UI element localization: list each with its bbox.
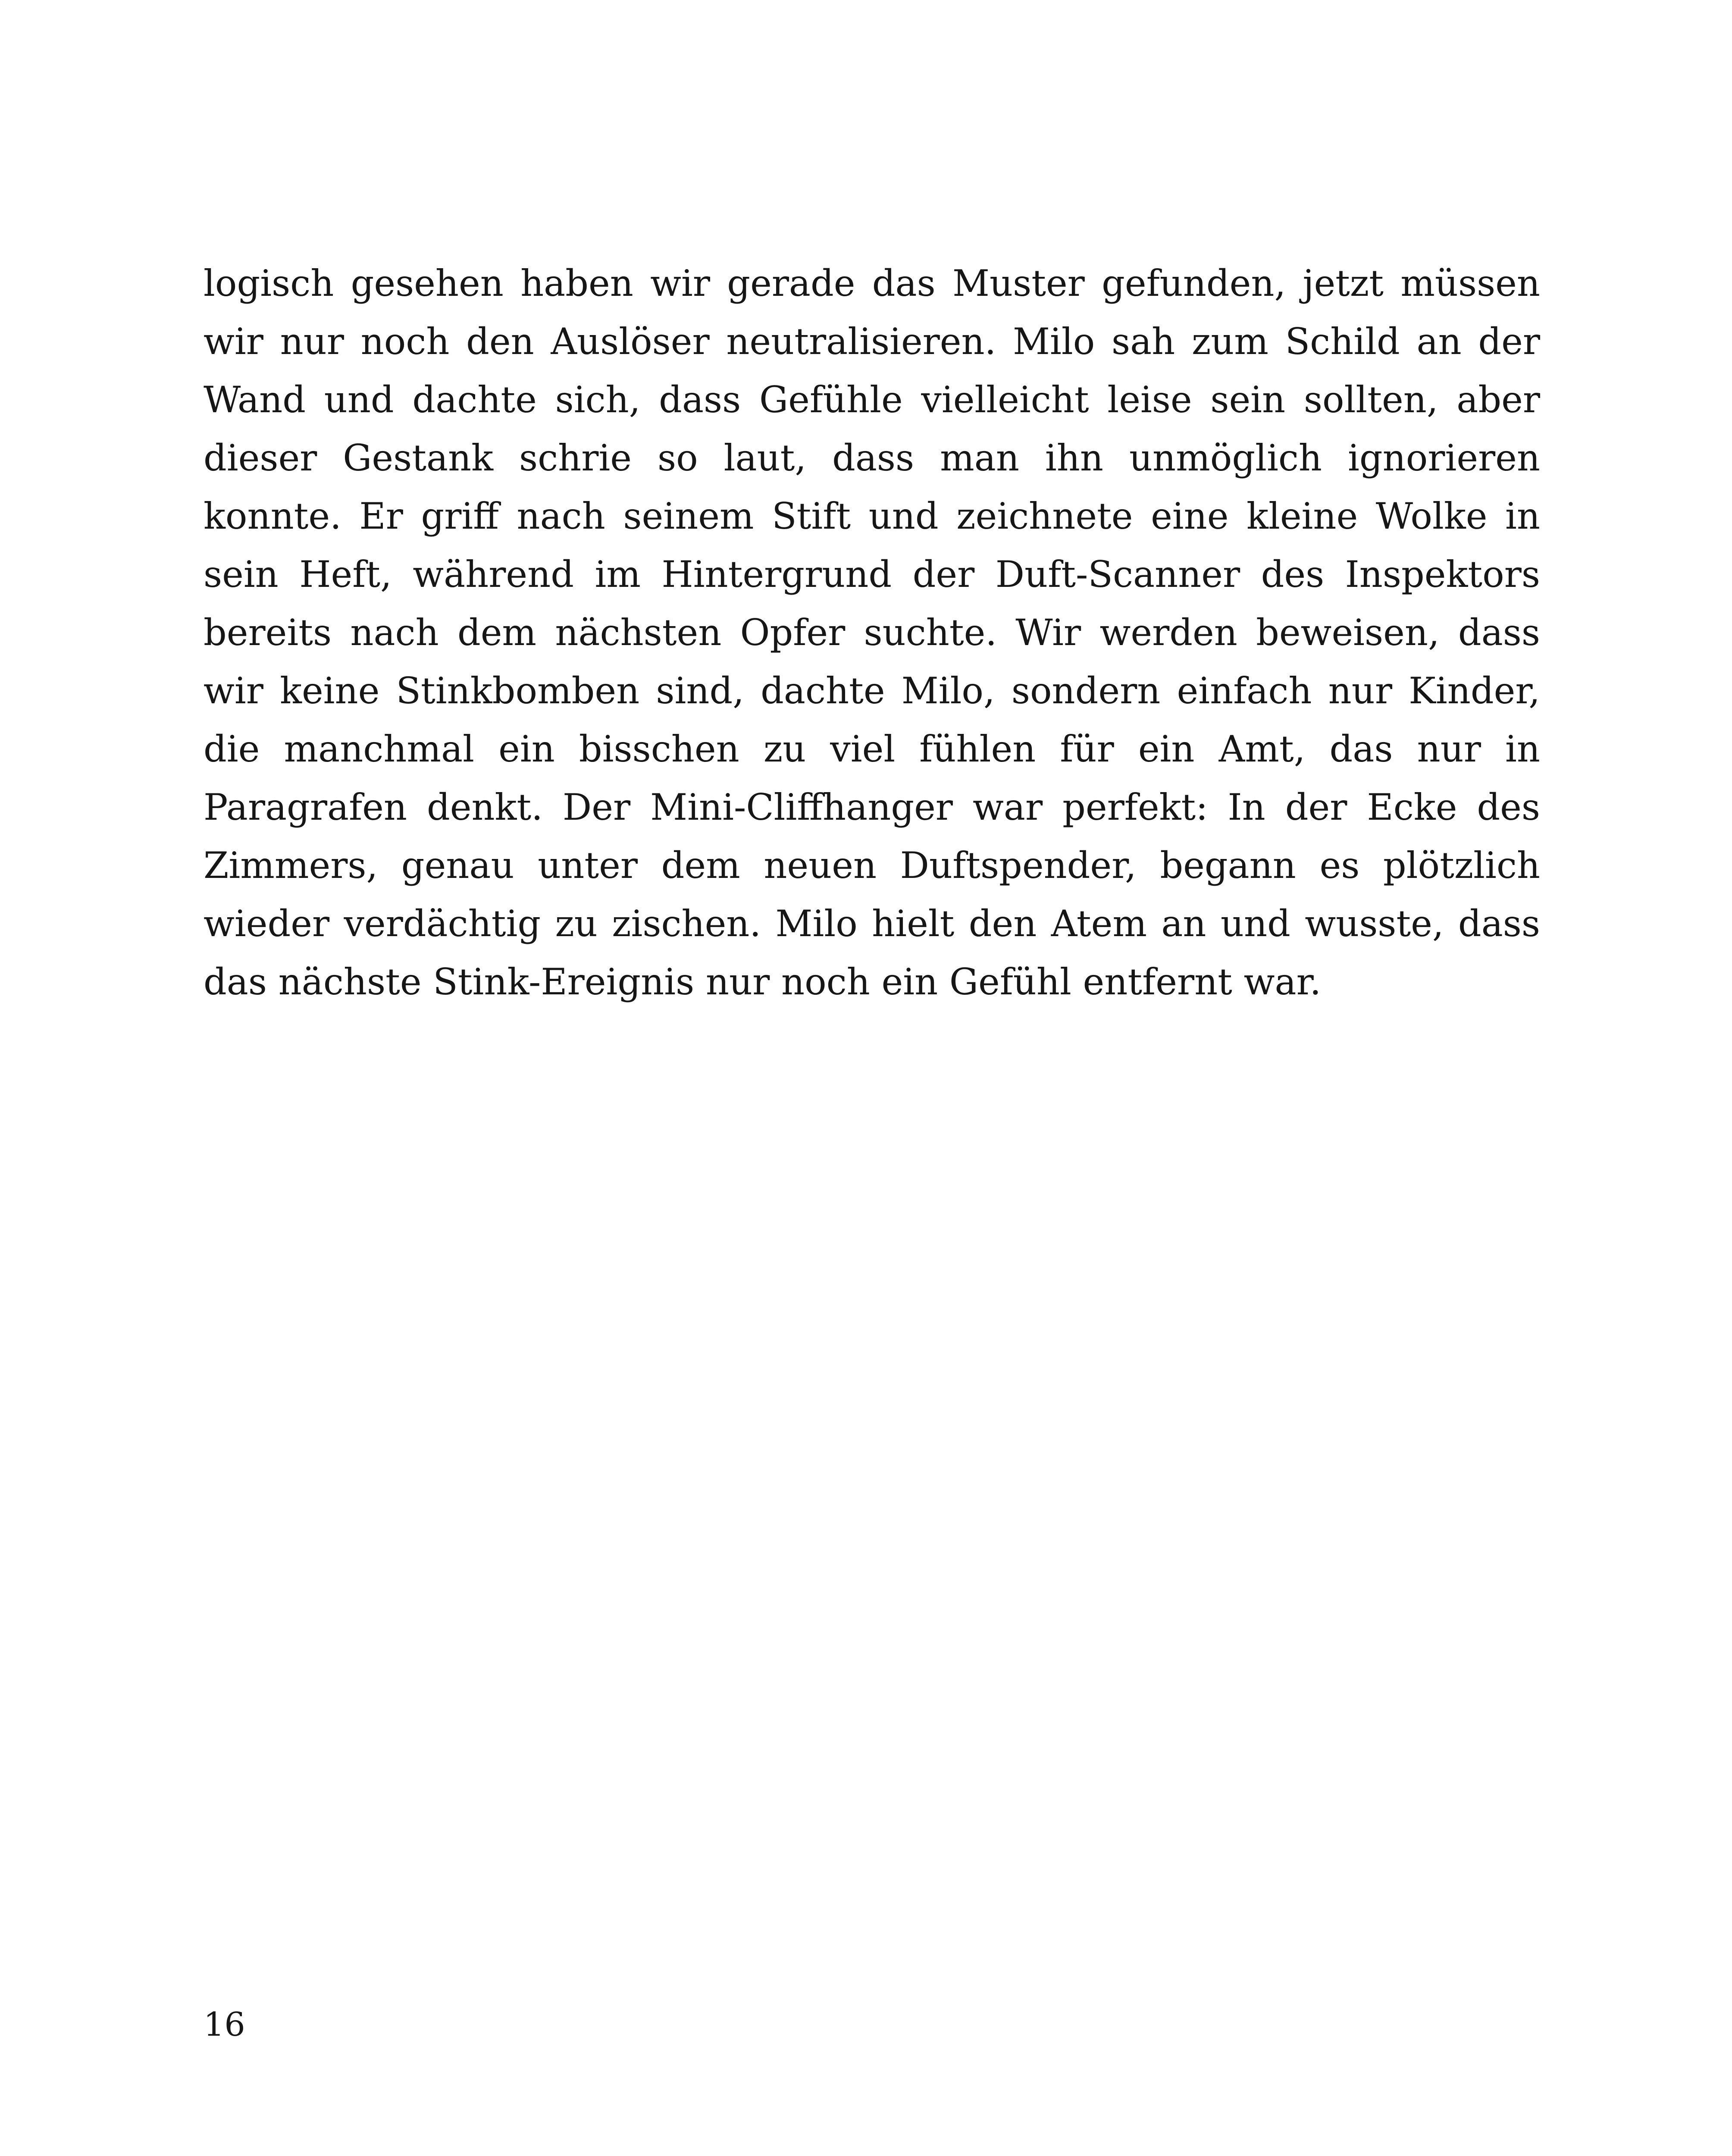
- body-paragraph: logisch gesehen haben wir gerade das Muster gefunden, jetzt müssen wir nur noch den Auslöser neutralisieren. Milo sah zum Schild an der Wand und dachte sich, dass Gefühle vielleicht leise sein sollten, aber dieser Gestank schrie so laut, dass man ihn unmöglich ignorieren konnte. Er griff nach seinem Stift und zeichnete eine kleine Wolke in sein Heft, während im Hintergrund der Duft-Scanner des Inspektors bereits nach dem nächsten Opfer suchte. Wir werden beweisen, dass wir keine Stinkbomben sind, dachte Milo, sondern einfach nur Kinder, die manchmal ein bisschen zu viel fühlen für ein Amt, das nur in Paragrafen denkt. Der Mini-Cliffhanger war perfekt: In der Ecke des Zimmers, genau unter dem neuen Duftspender, begann es plötzlich wieder verdächtig zu zischen. Milo hielt den Atem an und wusste, dass das nächste Stink-Ereignis nur noch ein Gefühl entfernt war.: [204, 262, 1540, 1003]
- page-number: 16: [204, 2005, 245, 2043]
